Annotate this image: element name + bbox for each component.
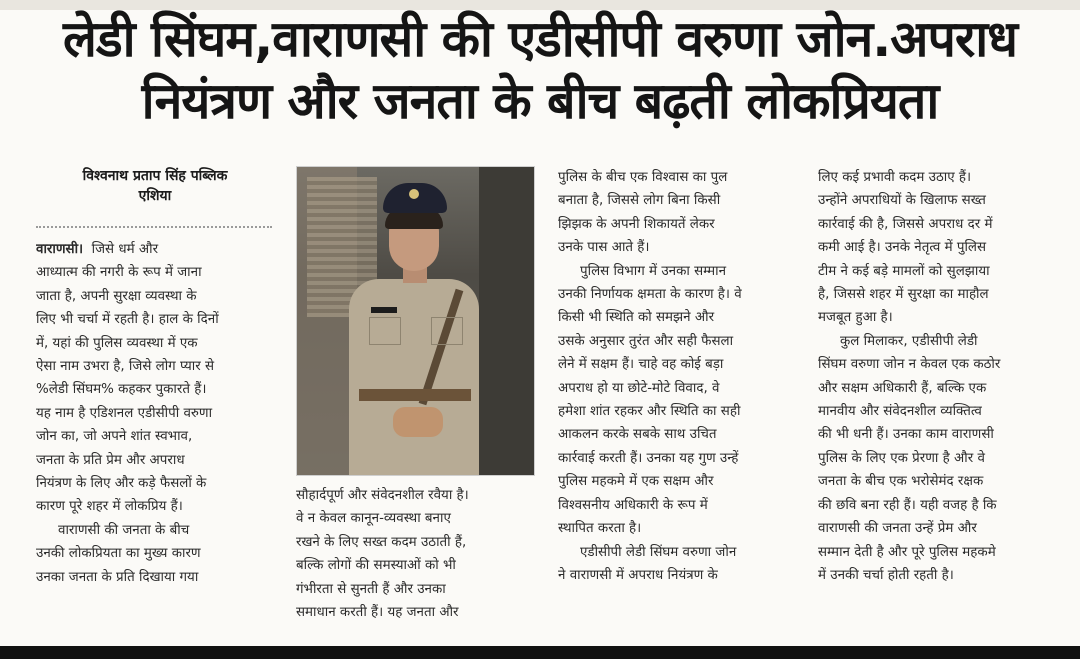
col3-line: पुलिस के बीच एक विश्वास का पुल — [558, 170, 728, 185]
col4-line: और सक्षम अधिकारी हैं, बल्कि एक — [818, 380, 987, 396]
col1-line: जोन का, जो अपने शांत स्वभाव, — [36, 429, 193, 445]
col1-line: आध्यात्म की नगरी के रूप में जाना — [36, 265, 202, 281]
col3-line: अपराध हो या छोटे-मोटे विवाद, वे — [558, 380, 720, 396]
col4-line: में उनकी चर्चा होती रहती है। — [818, 567, 954, 583]
col4-line: जनता के बीच एक भरोसेमंद रक्षक — [818, 474, 984, 490]
col3-line: आकलन करके सबके साथ उचित — [558, 427, 717, 443]
col4-line: की छवि बना रही हैं। यही वजह है कि — [818, 497, 997, 513]
col4-line: वाराणसी की जनता उन्हें प्रेम और — [818, 521, 977, 537]
col4-line: है, जिससे शहर में सुरक्षा का माहौल — [818, 287, 989, 303]
officer-photo — [296, 166, 535, 476]
bottom-bar — [0, 646, 1080, 659]
col4-line: की भी धनी हैं। उनका काम वाराणसी — [818, 427, 994, 443]
column-1 — [36, 238, 274, 589]
col3-line: हमेशा शांत रहकर और स्थिति का सही — [558, 404, 741, 420]
col1-line: उनकी लोकप्रियता का मुख्य कारण — [36, 546, 201, 562]
col1-line: ऐसा नाम उभरा है, जिसे लोग प्यार से — [36, 359, 215, 375]
col1-line: उनका जनता के प्रति दिखाया गया — [36, 569, 199, 585]
col3-line: उनकी निर्णायक क्षमता के कारण है। वे — [558, 287, 742, 303]
column-3 — [558, 166, 798, 587]
col1-line: में, यहां की पुलिस व्यवस्था में एक — [36, 335, 198, 351]
col3-line: पुलिस महकमे में एक सक्षम और — [558, 474, 714, 490]
byline-line-1: विश्वनाथ प्रताप सिंह पब्लिक — [82, 168, 228, 184]
col3-line: बनाता है, जिससे लोग बिना किसी — [558, 193, 721, 209]
col4-line: उन्होंने अपराधियों के खिलाफ सख्त — [818, 193, 986, 209]
byline-divider — [36, 226, 272, 228]
dateline: वाराणसी। — [36, 242, 84, 257]
col2-line: बल्कि लोगों की समस्याओं को भी — [296, 558, 456, 574]
col2-line: सौहार्दपूर्ण और संवेदनशील रवैया है। — [296, 488, 469, 503]
col1-line: जाता है, अपनी सुरक्षा व्यवस्था के — [36, 288, 197, 304]
col3-line: कार्रवाई करती हैं। उनका यह गुण उन्हें — [558, 450, 739, 466]
col3-line: लेने में सक्षम हैं। चाहे वह कोई बड़ा — [558, 357, 724, 373]
col2-line: रखने के लिए सख्त कदम उठाती हैं, — [296, 534, 467, 550]
col4-line: पुलिस के लिए एक प्रेरणा है और वे — [818, 450, 985, 466]
col1-line: कारण पूरे शहर में लोकप्रिय हैं। — [36, 499, 183, 515]
col3-line: झिझक के अपनी शिकायतें लेकर — [558, 216, 715, 232]
column-2 — [296, 484, 536, 624]
col3-line: किसी भी स्थिति को समझने और — [558, 310, 715, 326]
col4-line: कुल मिलाकर, एडीसीपी लेडी — [840, 333, 978, 349]
headline-line-1: लेडी सिंघम,वाराणसी की एडीसीपी वरुणा जोन.अपराध — [62, 10, 1018, 68]
col1-line: %लेडी सिंघम% कहकर पुकारते हैं। — [36, 382, 207, 398]
col1-line: नियंत्रण के लिए और कड़े फैसलों के — [36, 476, 207, 492]
col2-line: वे न केवल कानून-व्यवस्था बनाए — [296, 511, 451, 527]
col3-line: उसके अनुसार तुरंत और सही फैसला — [558, 333, 734, 349]
headline — [0, 8, 1080, 132]
col4-line: सम्मान देती है और पूरे पुलिस महकमे — [818, 544, 996, 560]
col3-line: उनके पास आते हैं। — [558, 240, 650, 256]
col4-line: कमी आई है। उनके नेतृत्व में पुलिस — [818, 240, 987, 256]
col2-line: समाधान करती हैं। यह जनता और — [296, 605, 459, 621]
col3-line: स्थापित करता है। — [558, 521, 642, 537]
col1-line: यह नाम है एडिशनल एडीसीपी वरुणा — [36, 405, 213, 421]
col3-line: एडीसीपी लेडी सिंघम वरुणा जोन — [580, 544, 737, 560]
col4-line: मजबूत हुआ है। — [818, 310, 893, 326]
byline-line-2: एशिया — [138, 188, 172, 204]
headline-line-2: नियंत्रण और जनता के बीच बढ़ती लोकप्रियता — [141, 72, 939, 130]
col3-line: विश्वसनीय अधिकारी के रूप में — [558, 497, 708, 513]
col4-line: कार्रवाई की है, जिससे अपराध दर में — [818, 216, 993, 232]
col2-line: गंभीरता से सुनती हैं और उनका — [296, 581, 446, 597]
col3-line: पुलिस विभाग में उनका सम्मान — [580, 263, 727, 279]
col1-line: वाराणसी की जनता के बीच — [58, 522, 190, 538]
col4-line: टीम ने कई बड़े मामलों को सुलझाया — [818, 263, 990, 279]
column-4 — [818, 166, 1058, 587]
col4-line: लिए कई प्रभावी कदम उठाए हैं। — [818, 170, 972, 185]
col1-line-0: वाराणसी। जिसे धर्म और — [36, 242, 159, 257]
byline — [36, 166, 274, 206]
col1-line: लिए भी चर्चा में रहती है। हाल के दिनों — [36, 312, 219, 328]
col3-line: ने वाराणसी में अपराध नियंत्रण के — [558, 567, 718, 583]
col4-line: मानवीय और संवेदनशील व्यक्तित्व — [818, 404, 982, 420]
col1-line: जनता के प्रति प्रेम और अपराध — [36, 452, 185, 468]
col4-line: सिंघम वरुणा जोन न केवल एक कठोर — [818, 357, 1001, 373]
